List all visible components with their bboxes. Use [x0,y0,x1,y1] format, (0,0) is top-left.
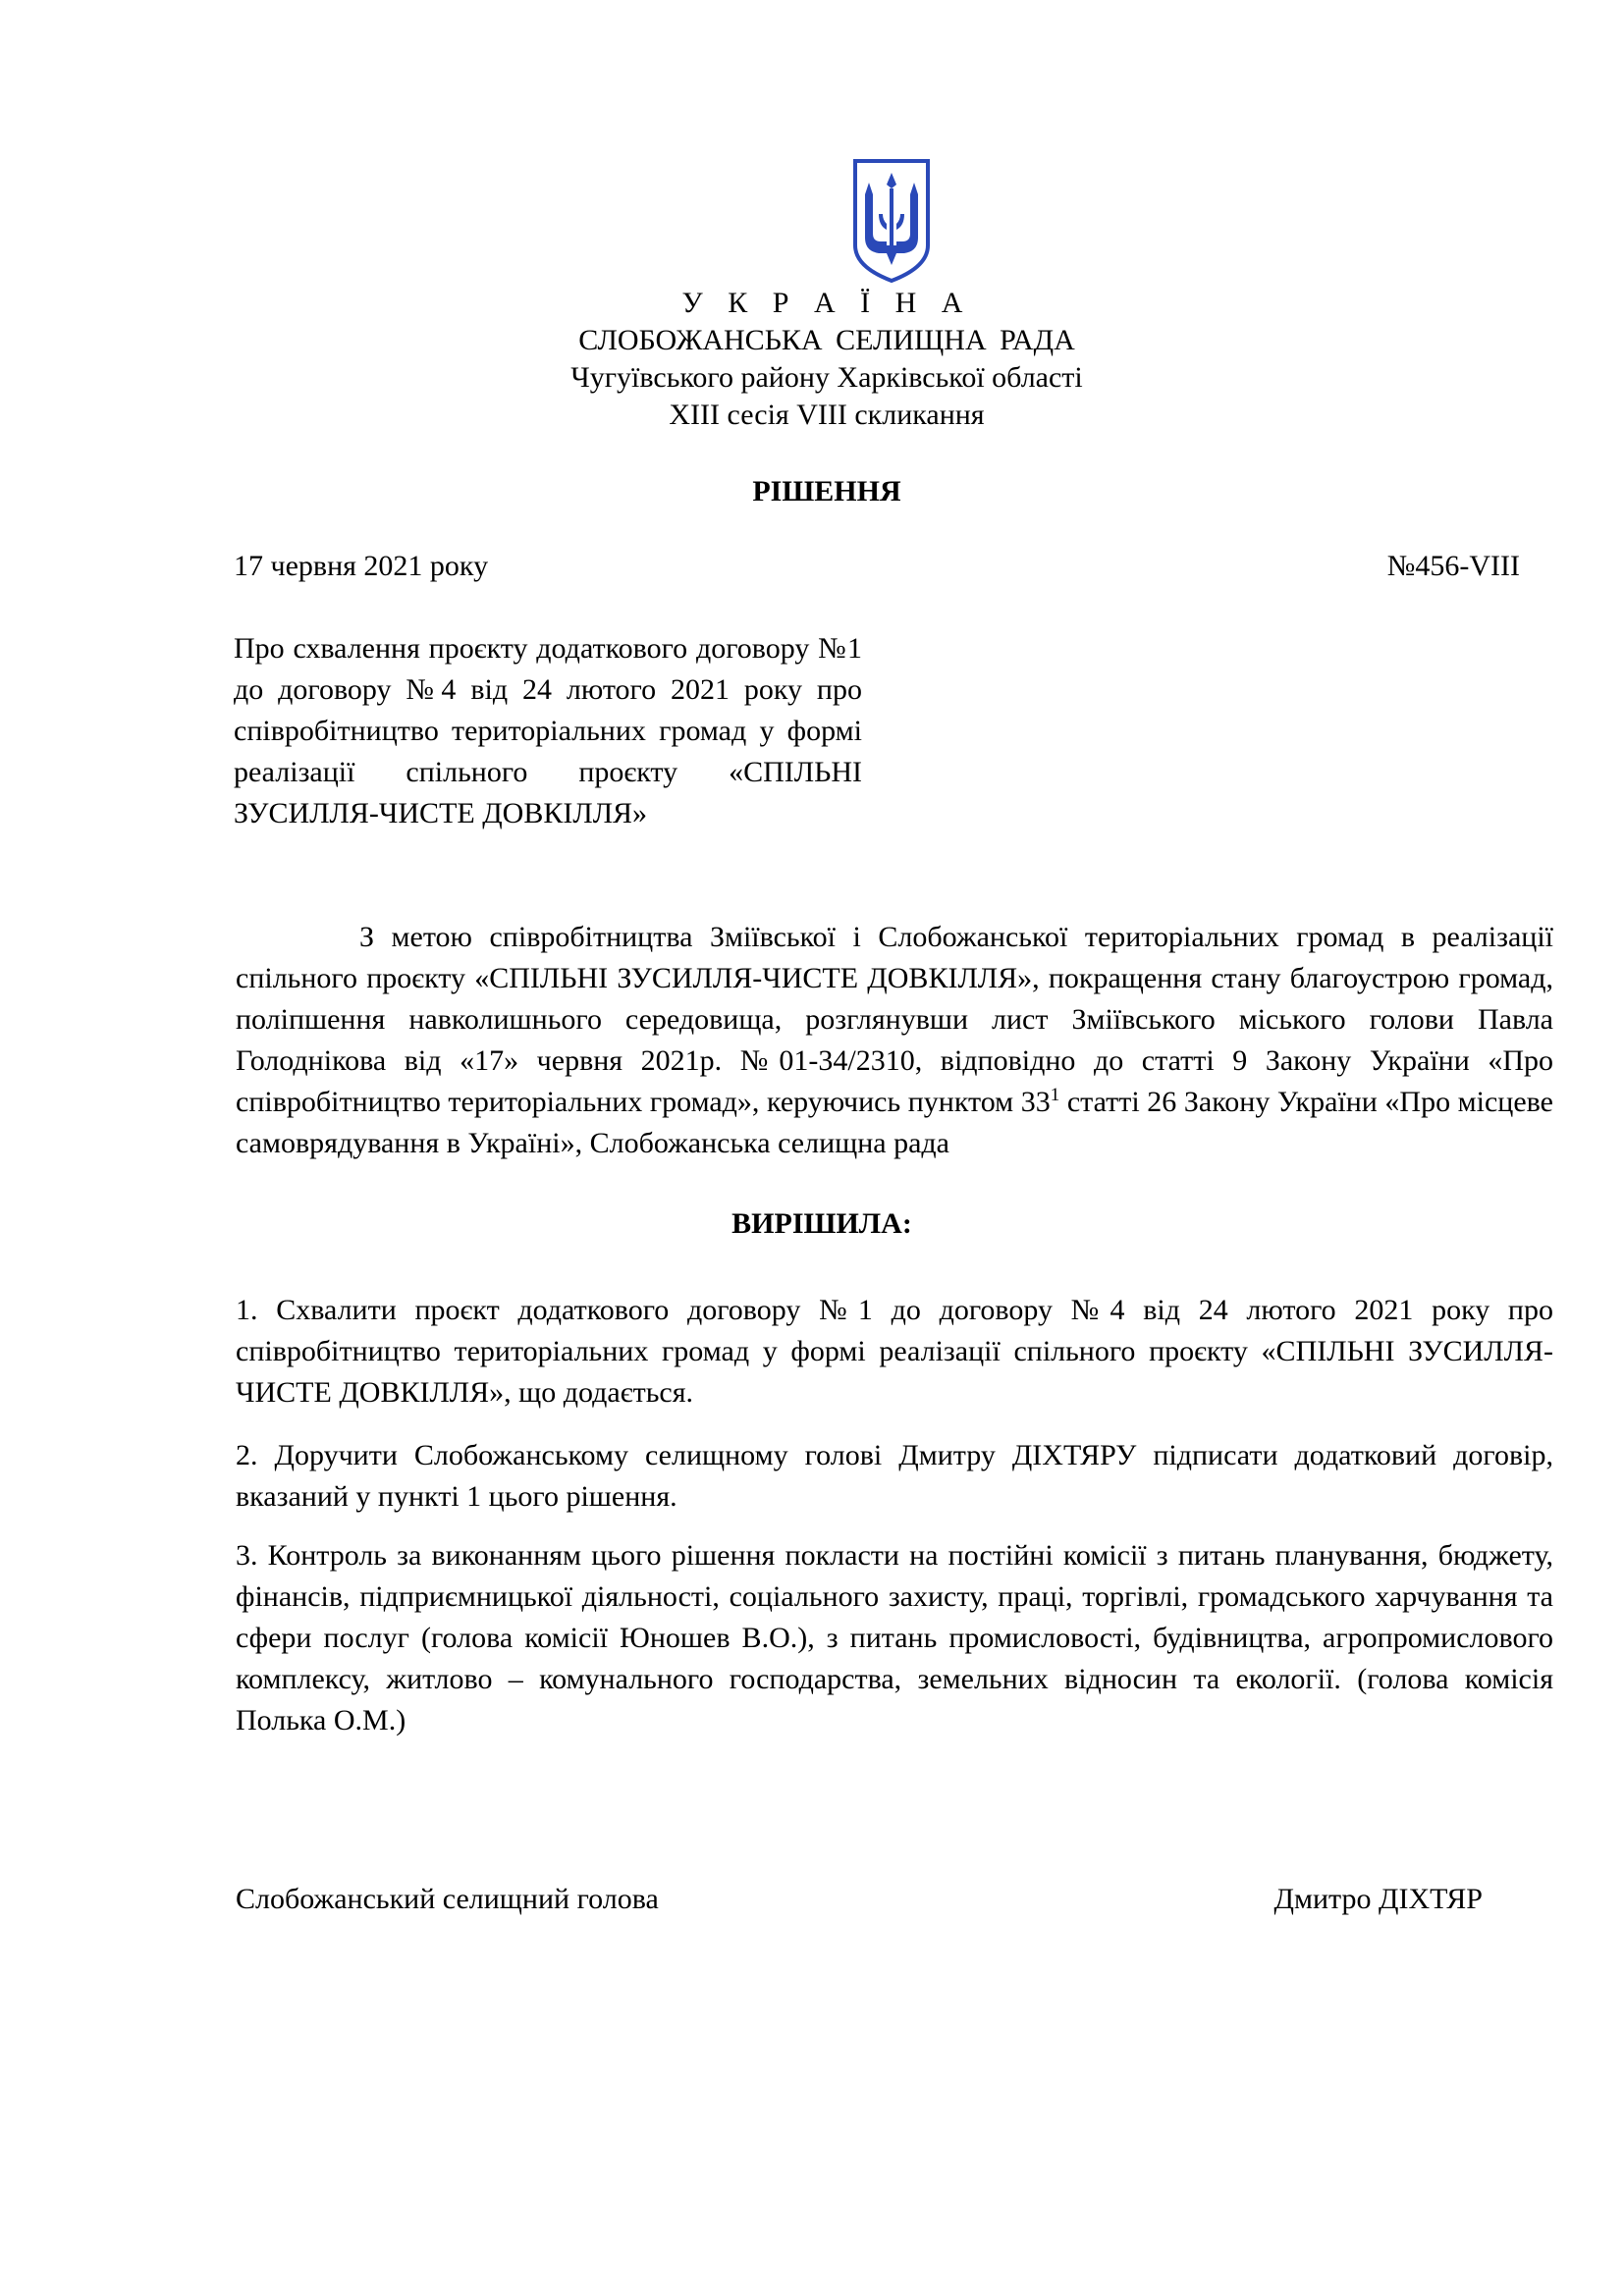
document-title: РІШЕННЯ [752,475,901,507]
document-number: №456-VIII [1386,550,1520,582]
decision-item-2: 2. Доручити Слобожанському селищному голові Дмитру ДІХТЯРУ підписати додатковий договір, вказаний у пункті 1 цього рішення. [236,1439,1553,1513]
date-number-line [234,548,1520,585]
signature-position: Слобожанський селищний голова [236,1883,659,1915]
header-district: Чугуївського району Харківської області [570,361,1083,394]
resolved-label: ВИРІШИЛА: [731,1207,912,1240]
preamble [236,917,1553,1164]
preamble-tail: статті 26 Закону України «Про місцеве самоврядування в Україні», Слобожанська селищна рада [236,1086,1553,1159]
document-subject: Про схвалення проєкту додаткового договору №1 до договору №4 від 24 лютого 2021 року про співробітництво територіальних громад у формі реалізації спільного проєкту «СПІЛЬНІ ЗУСИЛЛЯ-ЧИСТЕ ДОВКІЛЛЯ» [234,632,862,829]
decision-item-3: 3. Контроль за виконанням цього рішення покласти на постійні комісії з питань планування, бюджету, фінансів, підприємницької діяльності, соціального захисту, праці, торгівлі, громадського харчування та сфери послуг (голова комісії Юношев В.О.), з питань промисловості, будівництва, агропромислового комплексу, житлово – комунального господарства, земельних відносин та екології. (голова комісія Полька О.М.) [236,1539,1553,1736]
preamble-superscript: 1 [1050,1085,1060,1105]
document-date: 17 червня 2021 року [234,550,489,582]
coat-of-arms-icon [849,155,934,285]
header-council: СЛОБОЖАНСЬКА СЕЛИЩНА РАДА [578,324,1075,356]
signature-line [236,1881,1483,1918]
header-session: XIII сесія VIII скликання [669,399,985,431]
preamble-main: З метою співробітництва Зміївської і Слобожанської територіальних громад в реалізації спільного проєкту «СПІЛЬНІ ЗУСИЛЛЯ-ЧИСТЕ ДОВКІЛЛЯ», покращення стану благоустрою громад, поліпшення навколишнього середовища, розглянувши лист Зміївського міського голови Павла Голоднікова від «17» червня 2021р. №01-34/2310, відповідно до статті 9 Закону України «Про співробітництво територіальних громад», керуючись пунктом 33 [236,921,1553,1118]
signature-name: Дмитро ДІХТЯР [1273,1883,1483,1915]
decision-item-1: 1. Схвалити проєкт додаткового договору №1 до договору №4 від 24 лютого 2021 року про співробітництво територіальних громад у формі реалізації спільного проєкту «СПІЛЬНІ ЗУСИЛЛЯ-ЧИСТЕ ДОВКІЛЛЯ», що додається. [236,1294,1553,1409]
header-country: У К Р А Ї Н А [681,287,972,319]
